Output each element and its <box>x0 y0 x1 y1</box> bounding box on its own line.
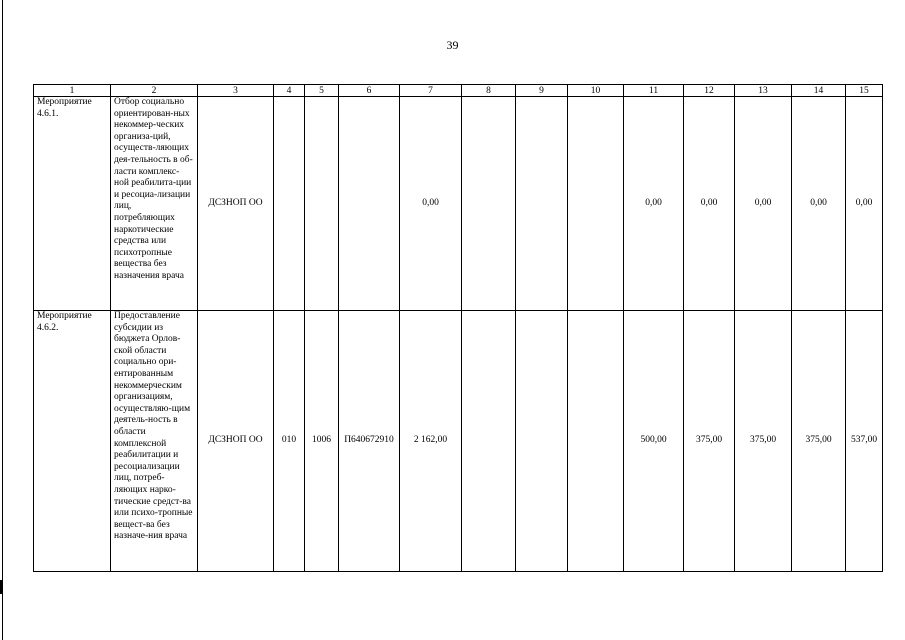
col-header-12: 12 <box>684 85 735 97</box>
amount-cell: 0,00 <box>735 97 792 311</box>
col-header-5: 5 <box>305 85 339 97</box>
total-amount-cell: 2 162,00 <box>400 311 462 572</box>
amount-cell: 0,00 <box>684 97 735 311</box>
amount-cell <box>462 97 516 311</box>
col-header-3: 3 <box>198 85 274 97</box>
col-header-13: 13 <box>735 85 792 97</box>
section-cell: 1006 <box>305 311 339 572</box>
col-header-4: 4 <box>274 85 305 97</box>
program-measures-table <box>33 84 883 572</box>
total-amount-cell: 0,00 <box>400 97 462 311</box>
target-article-cell: П640672910 <box>339 311 400 572</box>
col-header-9: 9 <box>516 85 568 97</box>
amount-cell <box>462 311 516 572</box>
executor-cell: ДСЗНОП ОО <box>198 311 274 572</box>
amount-cell: 375,00 <box>735 311 792 572</box>
measure-description-cell: Предоставление субсидии из бюджета Орлов-ской области социально ори-ентированным некоммерческим организациям, осуществляю-щим деятель-ность в области комплексной реабилитации и ресоциализации лиц, потреб-ляющих нарко-тические средст-ва или психо-тропные вещест-ва без назначе-ния врача <box>111 311 198 572</box>
col-header-15: 15 <box>846 85 883 97</box>
col-header-7: 7 <box>400 85 462 97</box>
amount-cell <box>568 97 624 311</box>
col-header-6: 6 <box>339 85 400 97</box>
measure-id-cell: Мероприятие 4.6.2. <box>34 311 111 572</box>
executor-cell: ДСЗНОП ОО <box>198 97 274 311</box>
measure-description-cell: Отбор социально ориентирован-ных некоммер-ческих организа-ций, осуществ-ляющих дея-тельность в об-ласти комплекс-ной реабилита-ции и ресоциа-лизации лиц, потребляющих наркотические средства или психотропные вещества без назначения врача <box>111 97 198 311</box>
amount-cell <box>516 97 568 311</box>
col-header-10: 10 <box>568 85 624 97</box>
col-header-14: 14 <box>792 85 846 97</box>
col-header-2: 2 <box>111 85 198 97</box>
amount-cell: 0,00 <box>846 97 883 311</box>
target-article-cell <box>339 97 400 311</box>
amount-cell <box>516 311 568 572</box>
section-cell <box>305 97 339 311</box>
page-number: 39 <box>446 38 459 52</box>
amount-cell <box>568 311 624 572</box>
amount-cell: 0,00 <box>624 97 684 311</box>
amount-cell: 500,00 <box>624 311 684 572</box>
col-header-1: 1 <box>34 85 111 97</box>
col-header-11: 11 <box>624 85 684 97</box>
amount-cell: 375,00 <box>684 311 735 572</box>
left-edge-line <box>2 0 3 640</box>
left-edge-tick <box>0 580 2 594</box>
code-cell <box>274 97 305 311</box>
amount-cell: 375,00 <box>792 311 846 572</box>
code-cell: 010 <box>274 311 305 572</box>
col-header-8: 8 <box>462 85 516 97</box>
amount-cell: 0,00 <box>792 97 846 311</box>
column-numbers-row <box>34 85 883 97</box>
table-row <box>34 311 883 572</box>
amount-cell: 537,00 <box>846 311 883 572</box>
table-row <box>34 97 883 311</box>
measure-id-cell: Мероприятие 4.6.1. <box>34 97 111 311</box>
